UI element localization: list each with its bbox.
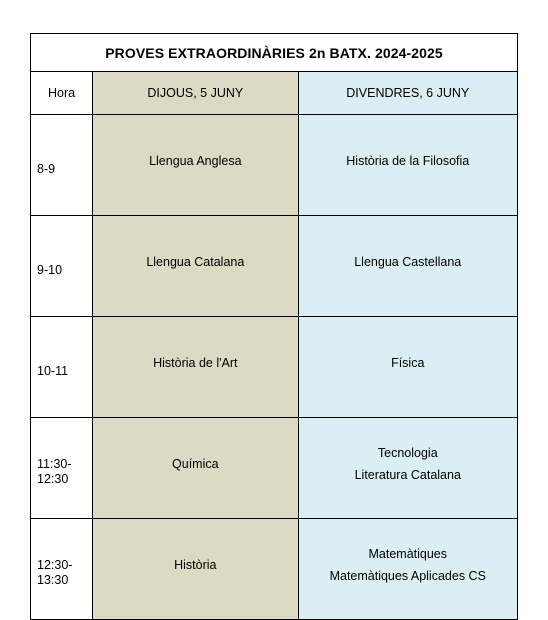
day2-subject-cell <box>298 216 517 317</box>
hour-label: 13:30 <box>37 573 69 587</box>
day1-subject-cell <box>93 216 298 317</box>
hour-label: 10-11 <box>37 363 69 378</box>
hour-label: 12:30- <box>37 558 73 572</box>
hour-label: 9-10 <box>37 262 63 277</box>
day2-column-header: DIVENDRES, 6 JUNY <box>298 72 517 115</box>
header-row <box>31 72 518 115</box>
table-row <box>31 216 518 317</box>
day2-subject-cell <box>298 115 517 216</box>
hour-label: 8-9 <box>37 161 56 176</box>
subject-label: Física <box>391 355 425 370</box>
day2-subject-cell <box>298 317 517 418</box>
table-row <box>31 115 518 216</box>
day1-column-header: DIJOUS, 5 JUNY <box>93 72 298 115</box>
exam-schedule-table <box>30 33 518 620</box>
subject-label: Història de l'Art <box>153 355 238 370</box>
subject-label: Història <box>174 557 217 572</box>
subject-label: Llengua Anglesa <box>149 153 242 168</box>
hour-cell <box>31 418 93 519</box>
day2-subject-cell <box>298 418 517 519</box>
subject-label: Història de la Filosofia <box>346 153 470 168</box>
hour-cell <box>31 519 93 620</box>
subject-label: Tecnologia <box>377 445 438 460</box>
subject-label: Matemàtiques <box>368 546 448 561</box>
title-row <box>31 34 518 72</box>
schedule-title: PROVES EXTRAORDINÀRIES 2n BATX. 2024-2025 <box>31 34 518 72</box>
day1-subject-cell <box>93 115 298 216</box>
day1-subject-cell <box>93 317 298 418</box>
hour-label: 12:30 <box>37 472 69 486</box>
subject-label: Matemàtiques Aplicades CS <box>329 568 486 583</box>
table-row <box>31 317 518 418</box>
day1-subject-cell <box>93 418 298 519</box>
subject-label: Llengua Catalana <box>146 254 245 269</box>
hour-column-header: Hora <box>31 72 93 115</box>
hour-cell <box>31 115 93 216</box>
hour-cell <box>31 216 93 317</box>
subject-label: Llengua Castellana <box>354 254 462 269</box>
subject-label: Química <box>172 456 219 471</box>
day2-subject-cell <box>298 519 517 620</box>
subject-label: Literatura Catalana <box>354 467 461 482</box>
hour-cell <box>31 317 93 418</box>
table-row <box>31 519 518 620</box>
table-row <box>31 418 518 519</box>
hour-label: 11:30- <box>37 457 72 471</box>
day1-subject-cell <box>93 519 298 620</box>
